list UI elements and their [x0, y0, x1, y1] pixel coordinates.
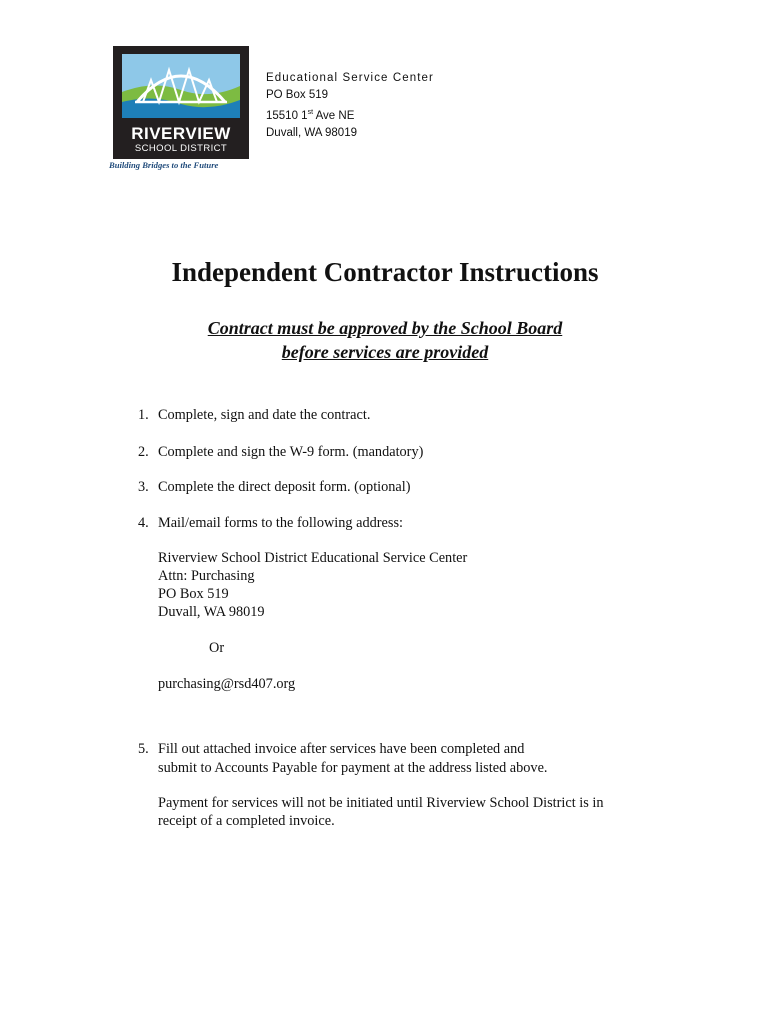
step-text: Complete the direct deposit form. (optional)	[158, 479, 411, 495]
step-number: 2.	[138, 444, 149, 460]
logo-name: RIVERVIEW	[131, 124, 231, 143]
step-text: Fill out attached invoice after services have been completed and	[158, 741, 525, 757]
list-item	[138, 740, 524, 758]
address-line	[266, 104, 434, 125]
list-item	[138, 406, 370, 424]
step-text: Mail/email forms to the following address:	[158, 515, 403, 531]
purchasing-email[interactable]: purchasing@rsd407.org	[158, 676, 296, 692]
district-logo	[113, 46, 249, 159]
list-item	[138, 443, 423, 461]
street-name: Ave NE	[313, 109, 355, 122]
logo-subtitle: SCHOOL DISTRICT	[134, 143, 228, 154]
logo-tagline: Building Bridges to the Future	[109, 160, 219, 170]
mailing-line: PO Box 519	[158, 586, 229, 602]
page-title: Independent Contractor Instructions	[171, 257, 599, 287]
step-number: 4.	[138, 515, 149, 531]
payment-note	[158, 794, 604, 830]
notice-line: Contract must be approved by the School Board	[207, 318, 563, 338]
notice-line: before services are provided	[281, 342, 489, 362]
mailing-line: Riverview School District Educational Service Center	[158, 550, 468, 566]
address-line: Duvall, WA 98019	[266, 126, 357, 139]
list-item	[138, 514, 403, 532]
mailing-line: Duvall, WA 98019	[158, 604, 265, 620]
step-number: 5.	[138, 741, 149, 757]
step-text: Complete, sign and date the contract.	[158, 407, 371, 423]
mailing-line: Attn: Purchasing	[158, 568, 255, 584]
address-line: PO Box 519	[266, 89, 329, 101]
payment-note-line: receipt of a completed invoice.	[158, 813, 335, 829]
ordinal-suffix: st	[307, 109, 314, 116]
street-number: 15510 1	[266, 109, 308, 122]
approval-notice	[0, 316, 770, 364]
letterhead-address	[266, 70, 434, 142]
step-continuation: submit to Accounts Payable for payment at the address listed above.	[158, 760, 548, 776]
step-number: 3.	[138, 479, 149, 495]
address-line: Educational Service Center	[266, 72, 434, 84]
or-separator: Or	[209, 640, 225, 656]
step-text: Complete and sign the W-9 form. (mandatory)	[158, 444, 424, 460]
step-number: 1.	[138, 407, 149, 423]
mailing-address	[158, 549, 467, 621]
list-item	[138, 478, 411, 496]
payment-note-line: Payment for services will not be initiated until Riverview School District is in	[158, 795, 604, 811]
